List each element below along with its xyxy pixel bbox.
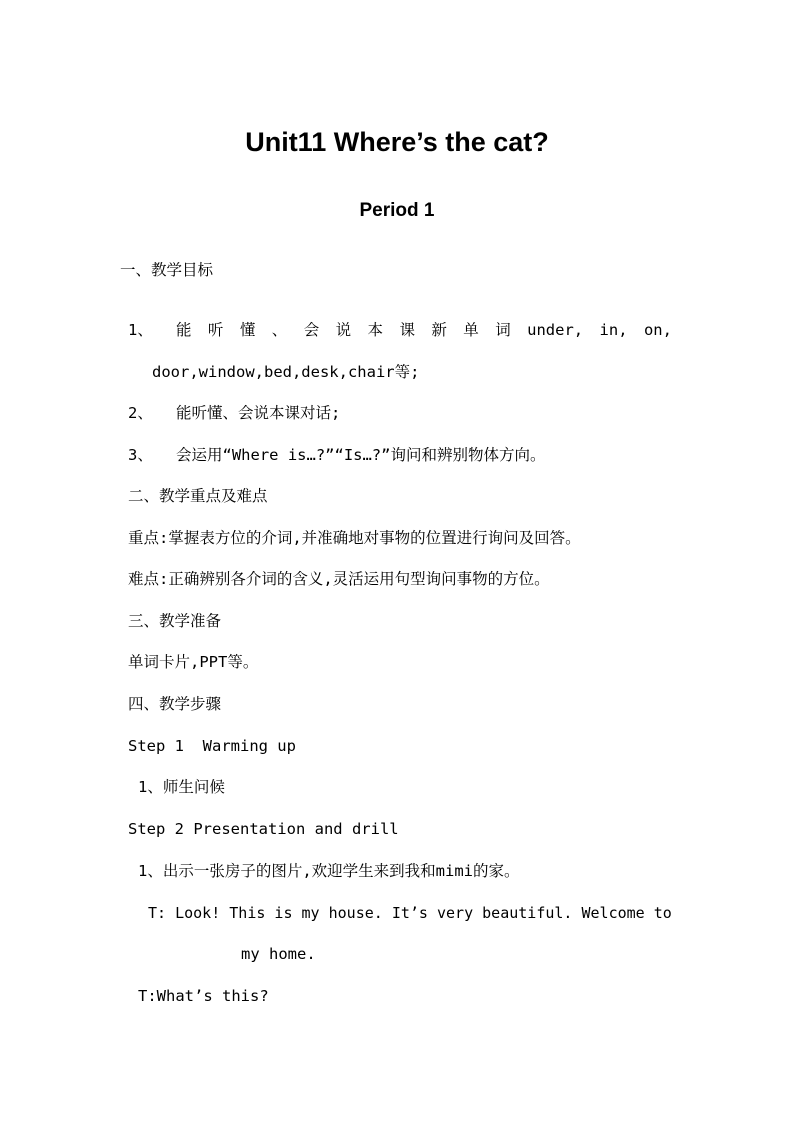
goal-3-number: 3、 — [128, 446, 153, 464]
goal-2-text: 能听懂、会说本课对话; — [176, 404, 341, 422]
goal-1-number: 1、 — [128, 321, 153, 339]
section-heading-steps: 四、教学步骤 — [128, 695, 222, 713]
goal-1-char: under, — [527, 321, 584, 339]
goal-3-text: 会运用“Where is…?”“Is…?”询问和辨别物体方向。 — [176, 446, 546, 464]
section-heading-keypoints: 二、教学重点及难点 — [128, 487, 268, 505]
goal-1-char: 会 — [303, 321, 320, 339]
goal-1-char: on, — [643, 321, 672, 339]
section-heading-preparation: 三、教学准备 — [128, 612, 222, 630]
goal-1-char: 单 — [463, 321, 479, 339]
goal-1-char: 课 — [399, 321, 415, 339]
goal-1-char: in, — [599, 321, 628, 339]
goal-1-char: 新 — [431, 321, 447, 339]
goal-1-char: 本 — [367, 321, 384, 339]
section-heading-objectives: 一、教学目标 — [120, 261, 214, 279]
difficulty-text: 难点:正确辨别各介词的含义,灵活运用句型询问事物的方位。 — [128, 570, 550, 588]
teacher-line-1-continuation: my home. — [241, 945, 316, 963]
teacher-line-2: T:What’s this? — [138, 987, 269, 1005]
page-title: Unit11 Where’s the cat? — [245, 127, 549, 157]
goal-1-text — [176, 319, 672, 341]
goal-1-char: 听 — [207, 321, 224, 339]
teacher-line-1: T: Look! This is my house. It’s very beautiful. Welcome to — [148, 904, 672, 922]
goal-1-continuation: door,window,bed,desk,chair等; — [152, 363, 420, 381]
period-subtitle: Period 1 — [359, 200, 435, 221]
goal-1-char: 、 — [271, 321, 288, 339]
goal-3 — [128, 444, 545, 466]
step-1-item: 1、师生问候 — [138, 778, 225, 796]
goal-2 — [128, 402, 340, 424]
step-2-heading: Step 2 Presentation and drill — [128, 820, 399, 838]
goal-1-char: 词 — [495, 321, 511, 339]
goal-1-char: 懂 — [239, 321, 256, 339]
step-2-item: 1、出示一张房子的图片,欢迎学生来到我和mimi的家。 — [138, 862, 520, 880]
goal-1-char: 能 — [176, 321, 192, 339]
focus-text: 重点:掌握表方位的介词,并准确地对事物的位置进行询问及回答。 — [128, 529, 581, 547]
preparation-text: 单词卡片,PPT等。 — [128, 653, 259, 671]
goal-2-number: 2、 — [128, 404, 153, 422]
step-1-heading: Step 1 Warming up — [128, 737, 296, 755]
goal-1-char: 说 — [335, 321, 352, 339]
